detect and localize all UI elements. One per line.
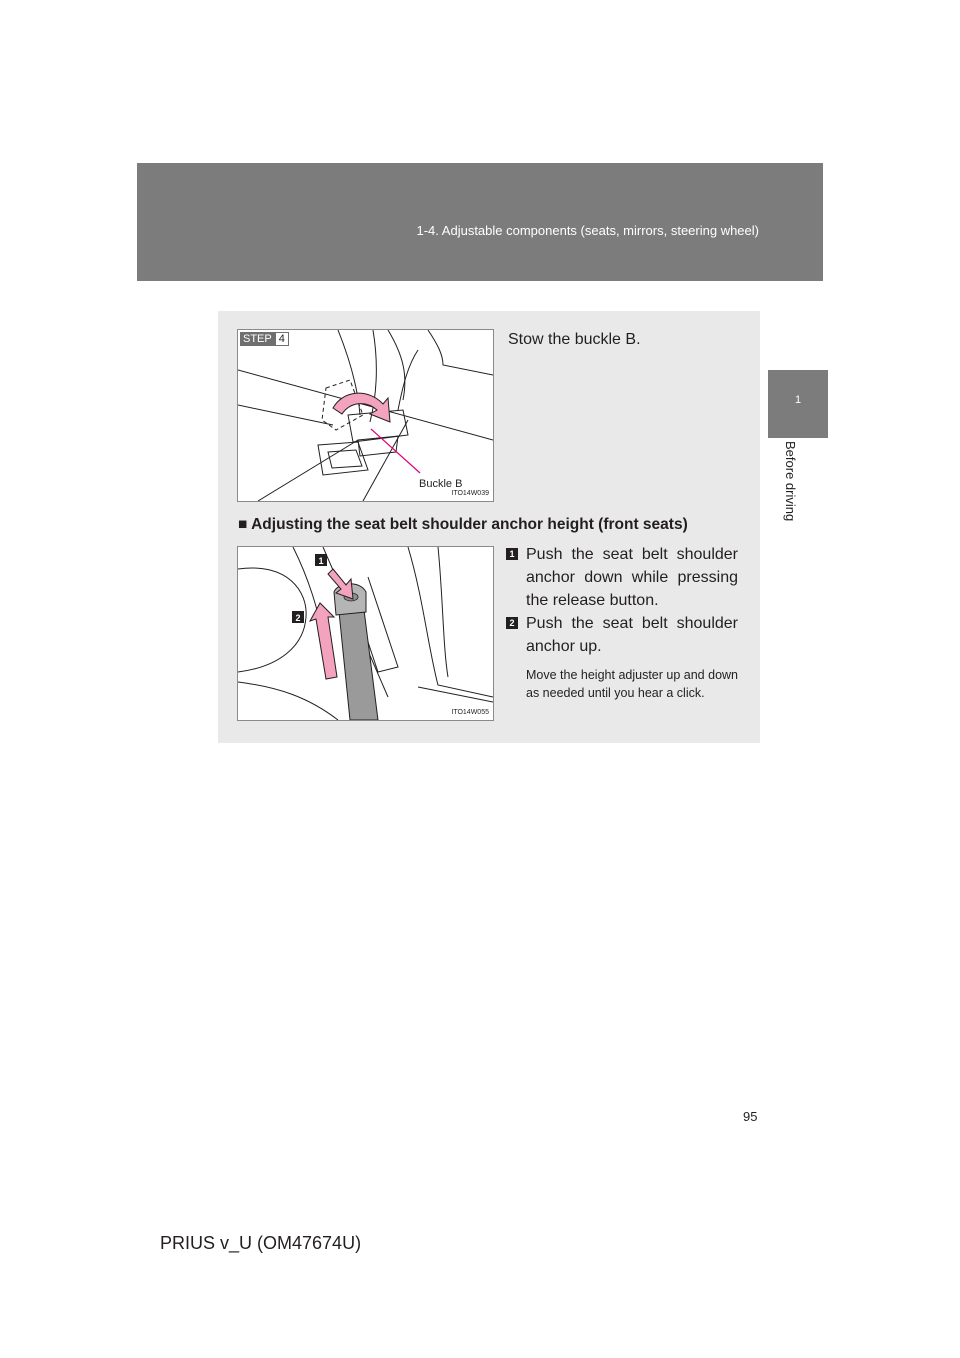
- list-item: [508, 612, 738, 658]
- figure-code: ITO14W039: [451, 490, 489, 497]
- chapter-tab: [768, 370, 828, 438]
- buckle-b-label: Buckle B: [419, 478, 463, 490]
- figure-code: ITO14W055: [451, 709, 489, 716]
- adjuster-note: Move the height adjuster up and down as needed until you hear a click.: [526, 668, 738, 700]
- buckle-stow-figure: [237, 329, 494, 502]
- manual-footer: PRIUS v_U (OM47674U): [160, 1233, 362, 1253]
- callout-1-number: 1: [318, 556, 324, 566]
- step-instruction: Stow the buckle B.: [508, 331, 641, 348]
- content-panel: [218, 311, 760, 743]
- page-number: 95: [743, 1109, 758, 1124]
- chapter-title: Before driving: [783, 441, 798, 522]
- list-item: [508, 543, 738, 612]
- item-number-badge: 1: [506, 548, 518, 560]
- section-title: 1-4. Adjustable components (seats, mirrors, steering wheel): [416, 223, 759, 238]
- step-badge-label: STEP: [240, 332, 275, 346]
- section-heading: [238, 516, 688, 534]
- step-badge-number: 4: [275, 332, 289, 346]
- chapter-number: 1: [794, 394, 802, 406]
- shoulder-anchor-figure: [237, 546, 494, 721]
- callout-2-number: 2: [295, 613, 301, 623]
- item-text: Push the seat belt shoulder anchor down while pressing the release button.: [526, 546, 738, 609]
- heading-square-marker: ■: [238, 516, 248, 533]
- step-badge: [240, 332, 289, 346]
- heading-text: Adjusting the seat belt shoulder anchor height (front seats): [251, 516, 688, 533]
- item-number-badge: 2: [506, 617, 518, 629]
- section-header: [137, 163, 823, 281]
- buckle-stow-illustration: [238, 330, 493, 501]
- item-text: Push the seat belt shoulder anchor up.: [526, 615, 738, 655]
- shoulder-anchor-illustration: [238, 547, 493, 720]
